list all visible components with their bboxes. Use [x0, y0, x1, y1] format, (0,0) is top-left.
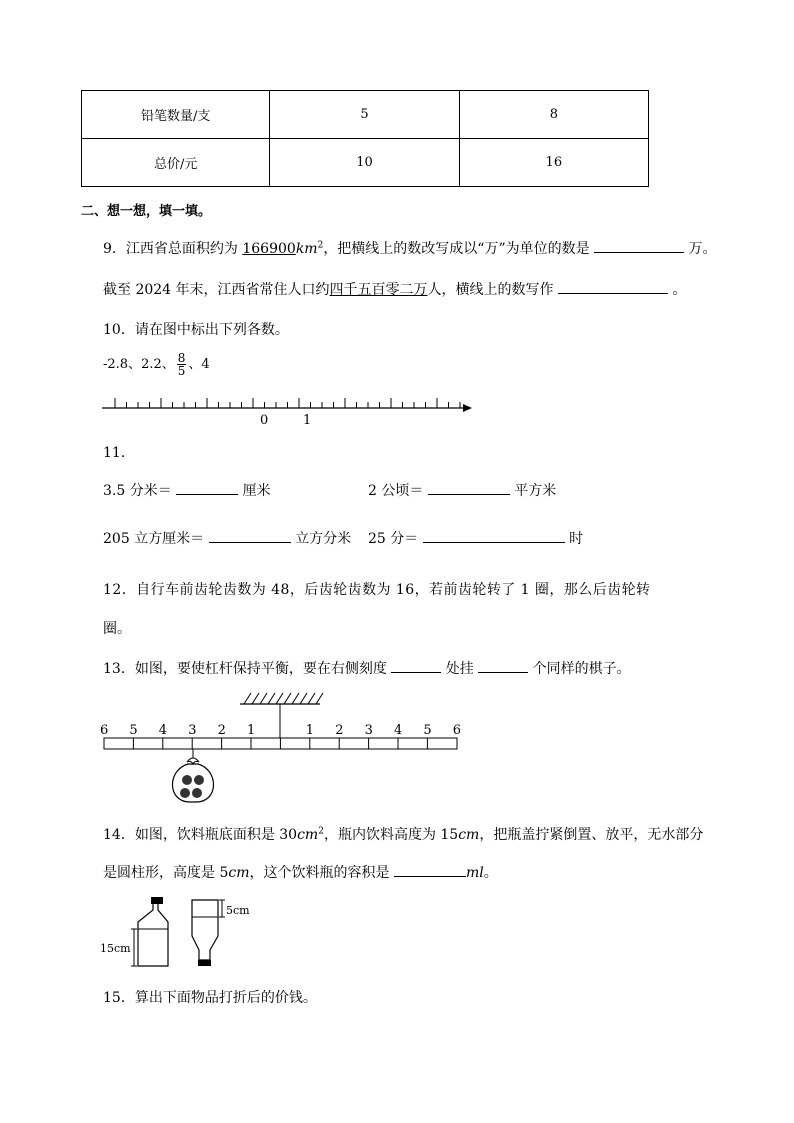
table-row: [82, 91, 649, 139]
table-cell: 10: [270, 139, 459, 187]
q11-item-a: [103, 480, 271, 500]
lever-scale-label: 4: [158, 723, 168, 738]
q9-population: 四千五百零二万: [329, 282, 428, 298]
ceiling-hatch-line: [276, 693, 283, 704]
question-9-line-1: [103, 238, 717, 258]
chess-piece-icon: [192, 788, 202, 798]
question-14-line-1: [103, 824, 703, 844]
question-14-line-2: [103, 862, 498, 882]
q9-unit: km: [295, 241, 318, 257]
question-15-text: 15．算出下面物品打折后的价钱。: [103, 990, 317, 1006]
question-13-text: [103, 658, 631, 678]
q14-text: 14．如图，饮料瓶底面积是 30: [103, 827, 298, 843]
number-line-label-1: 1: [303, 413, 312, 428]
ceiling-hatch-line: [252, 693, 259, 704]
ceiling-hatch-line: [308, 693, 315, 704]
q14-text: 是圆柱形，高度是 5: [103, 865, 229, 881]
ceiling-hatch-line: [244, 693, 251, 704]
question-10-text: 10．请在图中标出下列各数。: [103, 322, 289, 338]
q13-text: 个同样的棋子。: [528, 661, 631, 677]
lever-scale-label: 1: [305, 723, 315, 738]
q11-text: 25 分＝: [368, 531, 423, 547]
answer-blank[interactable]: [478, 658, 528, 673]
q14-unit: cm: [458, 827, 480, 843]
fraction-numerator: 8: [177, 351, 186, 365]
q9-text: 。: [667, 282, 687, 298]
lever-diagram: [95, 690, 470, 808]
ceiling-hatch-line: [292, 693, 299, 704]
answer-blank[interactable]: [394, 862, 466, 877]
q11-item-d: [368, 528, 583, 548]
lever-scale-label: 5: [129, 723, 138, 738]
question-12-line-2: 圈。: [103, 621, 131, 637]
q10-nums: 、4: [188, 357, 210, 372]
q13-text: 13．如图，要使杠杆保持平衡，要在右侧刻度: [103, 661, 392, 677]
lever-scale-label: 5: [423, 723, 432, 738]
chess-piece-icon: [182, 775, 192, 785]
label-15cm: 15cm: [100, 942, 131, 955]
lever-scale-label: 4: [394, 723, 403, 738]
answer-blank[interactable]: [176, 480, 238, 495]
q14-unit-sup: 2: [318, 826, 324, 837]
table-cell: 8: [459, 91, 648, 139]
q11-text: 立方分米: [290, 531, 352, 547]
answer-blank[interactable]: [558, 279, 668, 294]
ceiling-hatch-line: [300, 693, 307, 704]
chess-piece-icon: [180, 788, 190, 798]
question-12-line-1: 12．自行车前齿轮齿数为 48，后齿轮齿数为 16，若前齿轮转了 1 圈，那么后齿轮转: [103, 582, 651, 598]
q13-text: 处挂: [441, 661, 479, 677]
q9-text: 万。: [684, 241, 717, 257]
ceiling-hatch-line: [316, 693, 323, 704]
lever-scale-label: 2: [217, 723, 226, 738]
answer-blank[interactable]: [391, 658, 441, 673]
bottle-diagram: [98, 892, 258, 970]
price-table: [81, 90, 649, 187]
q11-item-b: [368, 480, 556, 500]
lever-scale-label: 1: [247, 723, 256, 738]
q9-text: 9．江西省总面积约为: [103, 241, 243, 257]
table-row: [82, 139, 649, 187]
q14-text: ，把瓶盖拧紧倒置、放平，无水部分: [479, 827, 704, 843]
q14-unit: ml: [465, 865, 484, 881]
bag-icon: [172, 764, 213, 802]
q14-text: 。: [483, 865, 498, 881]
ceiling-hatch-line: [284, 693, 291, 704]
q9-unit-sup: 2: [317, 240, 324, 251]
q9-area-number: 166900: [242, 241, 296, 257]
q11-text: 3.5 分米＝: [103, 483, 177, 499]
q14-unit: cm: [297, 827, 319, 843]
q14-text: ，瓶内饮料高度为 15: [323, 827, 459, 843]
table-cell: 铅笔数量/支: [82, 91, 270, 139]
ceiling-hatch-line: [260, 693, 267, 704]
lever-scale-label: 3: [364, 723, 373, 738]
lever-scale-label: 6: [100, 723, 109, 738]
q14-unit: cm: [228, 865, 250, 881]
label-5cm: 5cm: [226, 904, 250, 917]
q9-text: 截至 2024 年末，江西省常住人口约: [103, 282, 330, 298]
upright-bottle-icon: [138, 897, 168, 966]
question-11-text: 11．: [103, 445, 135, 461]
lever-scale-label: 2: [335, 723, 344, 738]
ceiling-hatch-line: [268, 693, 275, 704]
q9-text: ，把横线上的数改写成以“万”为单位的数是: [323, 241, 595, 257]
answer-blank[interactable]: [423, 528, 565, 543]
q11-text: 厘米: [238, 483, 271, 499]
chess-piece-icon: [194, 775, 204, 785]
q11-text: 205 立方厘米＝: [103, 531, 209, 547]
number-line[interactable]: [100, 394, 480, 429]
inverted-bottle-icon: [192, 900, 218, 966]
q11-text: 平方米: [509, 483, 557, 499]
fraction-denominator: 5: [177, 364, 186, 378]
lever-scale-label: 6: [452, 723, 462, 738]
q10-nums: -2.8、2.2、: [103, 357, 175, 372]
table-cell: 16: [459, 139, 648, 187]
q14-text: ，这个饮料瓶的容积是: [249, 865, 394, 881]
q11-text: 2 公顷＝: [368, 483, 428, 499]
answer-blank[interactable]: [428, 480, 510, 495]
q10-numbers: [103, 352, 210, 377]
q9-text: 人，横线上的数写作: [427, 282, 558, 298]
answer-blank[interactable]: [594, 238, 684, 253]
fraction: [177, 352, 187, 377]
bag-knot-icon: [187, 758, 199, 764]
number-line-label-0: 0: [260, 413, 269, 428]
section-heading: 二、想一想，填一填。: [81, 204, 212, 219]
question-9-line-2: [103, 279, 686, 299]
table-cell: 5: [270, 91, 459, 139]
lever-scale-label: 3: [188, 723, 197, 738]
q11-text: 时: [564, 531, 584, 547]
answer-blank[interactable]: [209, 528, 291, 543]
q11-item-c: [103, 528, 351, 548]
table-cell: 总价/元: [82, 139, 270, 187]
